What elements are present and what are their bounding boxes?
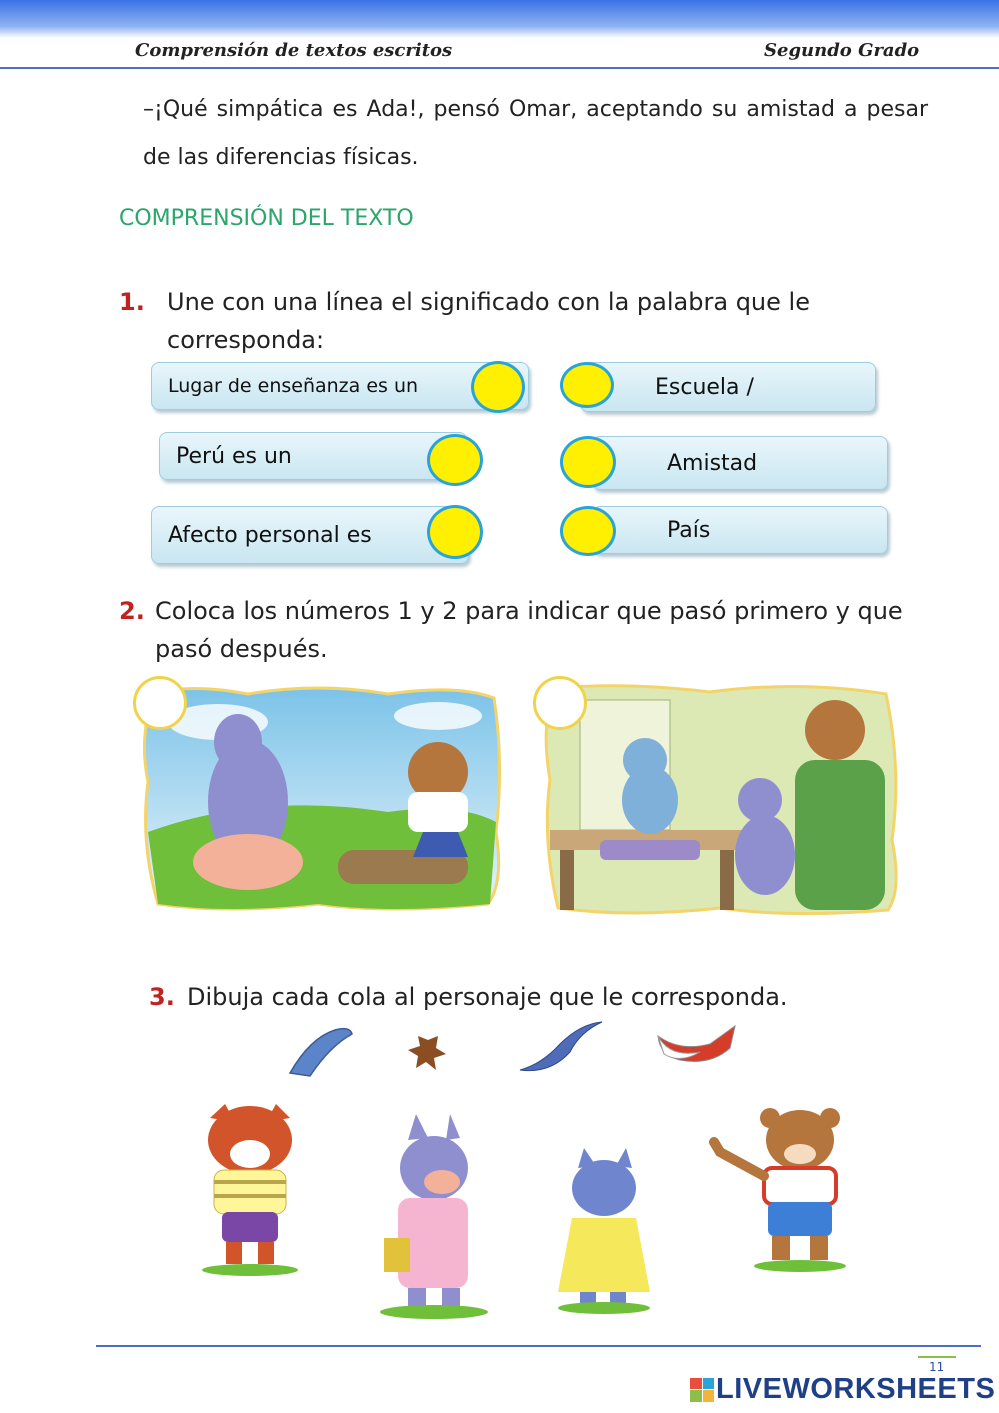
bear-character-icon <box>714 1108 846 1272</box>
match-right-dot-2[interactable] <box>560 436 616 488</box>
question-3 <box>149 978 909 1016</box>
page-number-accent <box>918 1356 956 1358</box>
match-left-label-1: Lugar de enseñanza es un <box>168 375 419 397</box>
match-left-label-3: Afecto personal es <box>168 522 372 548</box>
match-left-label-2: Perú es un <box>176 443 292 469</box>
question-2 <box>119 592 919 663</box>
characters-row <box>180 1098 880 1324</box>
match-right-label-1: Escuela / <box>655 374 754 400</box>
footer-divider <box>96 1345 981 1347</box>
match-right-label-3: País <box>667 517 711 543</box>
question-1-number: 1. <box>119 288 145 316</box>
question-1 <box>119 283 899 354</box>
match-left-box-2 <box>159 432 467 480</box>
scene-classroom-image <box>540 680 902 918</box>
liveworksheets-logo <box>690 1373 995 1406</box>
order-circle-1[interactable] <box>133 676 187 730</box>
question-3-text: Dibuja cada cola al personaje que le corresponda. <box>187 983 788 1011</box>
match-left-box-3 <box>151 506 469 564</box>
question-2-text: Coloca los números 1 y 2 para indicar que pasó primero y que pasó después. <box>155 597 903 663</box>
match-left-dot-2[interactable] <box>427 434 483 486</box>
header-grade: Segundo Grado <box>764 40 920 61</box>
scene-outdoor-image <box>138 682 504 914</box>
cat-character-icon <box>558 1148 650 1314</box>
story-excerpt: –¡Qué simpática es Ada!, pensó Omar, aceptando su amistad a pesar de las diferencias físicas. <box>143 97 928 170</box>
match-right-label-2: Amistad <box>667 450 758 476</box>
question-2-number: 2. <box>119 597 145 625</box>
cat-tail-icon <box>520 1022 602 1071</box>
header-divider <box>0 67 999 69</box>
match-right-dot-3[interactable] <box>560 506 616 556</box>
match-right-box-2 <box>592 436 888 490</box>
fox-character-icon <box>202 1104 298 1276</box>
header-subject: Comprensión de textos escritos <box>135 40 453 61</box>
tails-row <box>280 1018 750 1080</box>
order-circle-2[interactable] <box>533 676 587 730</box>
liveworksheets-brand: LIVEWORKSHEETS <box>716 1373 996 1405</box>
match-right-box-3 <box>592 506 888 554</box>
bear-tail-icon <box>408 1036 446 1070</box>
question-1-text: Une con una línea el significado con la palabra que le corresponda: <box>167 288 810 354</box>
match-right-box-1 <box>580 362 876 412</box>
kangaroo-character-icon <box>380 1114 488 1319</box>
match-left-dot-1[interactable] <box>471 361 525 413</box>
section-title: COMPRENSIÓN DEL TEXTO <box>119 206 414 231</box>
match-left-dot-3[interactable] <box>427 505 483 559</box>
page-number: 11 <box>929 1360 945 1374</box>
question-3-number: 3. <box>149 983 175 1011</box>
liveworksheets-icon <box>690 1378 714 1402</box>
top-banner <box>0 0 999 38</box>
match-right-dot-1[interactable] <box>560 362 614 408</box>
striped-tail-icon <box>290 1029 352 1076</box>
